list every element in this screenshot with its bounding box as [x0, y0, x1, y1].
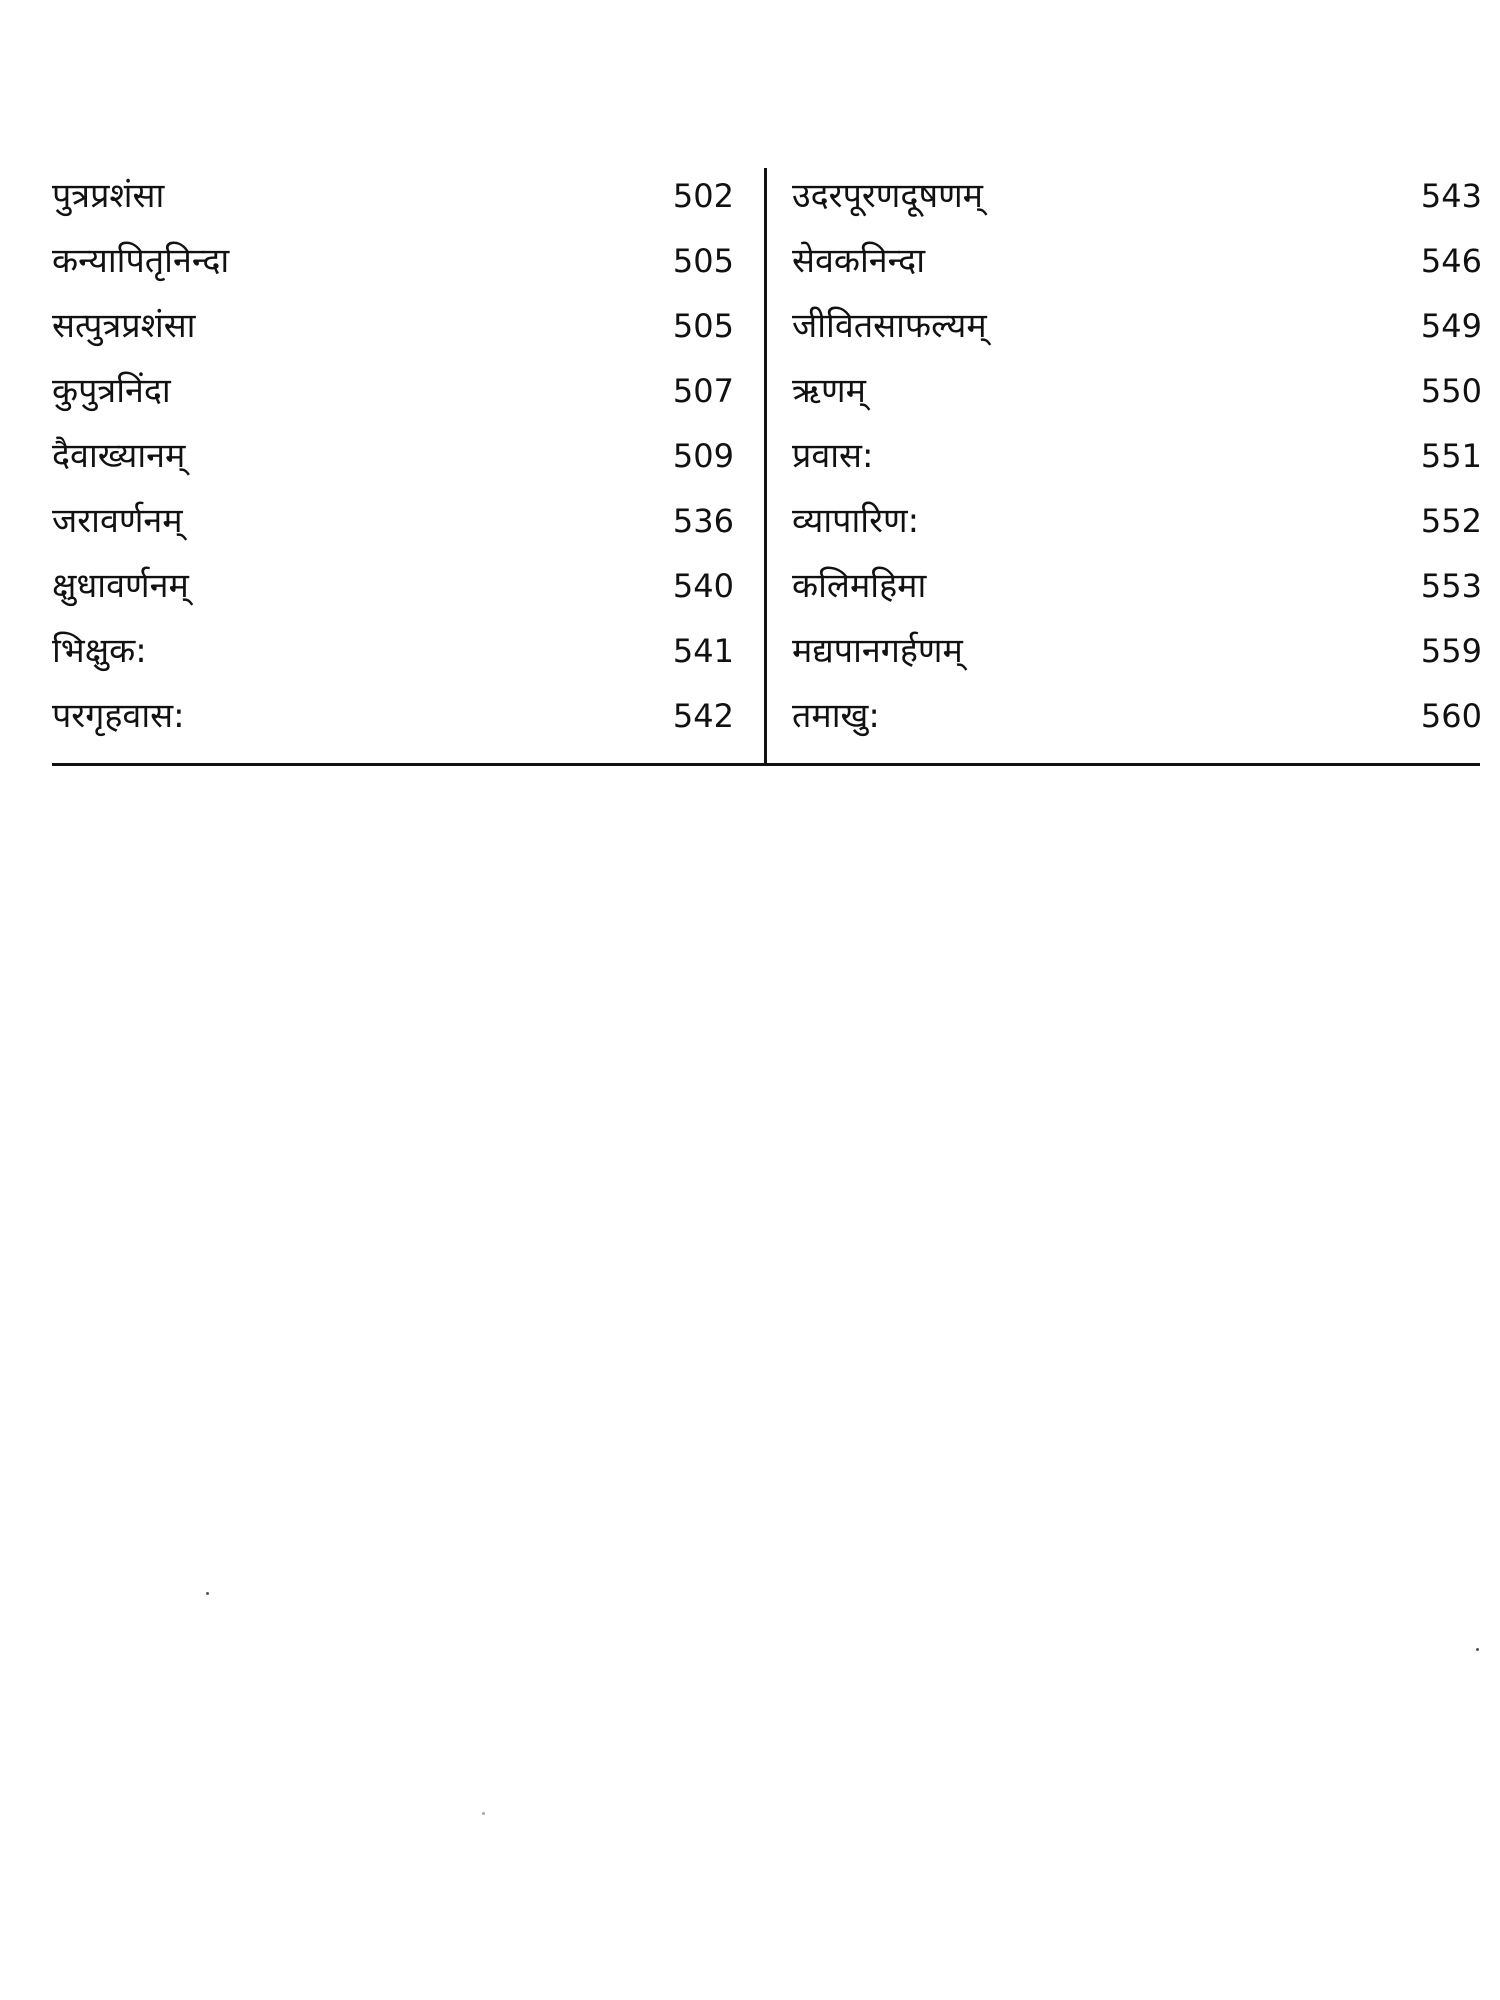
- toc-entry: [52, 688, 734, 753]
- toc-entry: [792, 623, 1482, 688]
- toc-entry-title: ऋणम्: [792, 371, 866, 411]
- toc-entry-page: 559: [1420, 632, 1482, 670]
- toc-entry-title: प्रवास:: [792, 436, 874, 476]
- toc-entry-title: सत्पुत्रप्रशंसा: [52, 306, 196, 346]
- toc-entry-page: 541: [672, 632, 734, 670]
- column-divider: [764, 168, 767, 766]
- toc-entry-title: सेवकनिन्दा: [792, 241, 926, 281]
- toc-entry-title: क्षुधावर्णनम्: [52, 566, 189, 606]
- toc-entry-title: कलिमहिमा: [792, 566, 927, 606]
- toc-entry-page: 552: [1420, 502, 1482, 540]
- toc-entry-title: परगृहवास:: [52, 696, 185, 736]
- toc-entry-page: 505: [672, 307, 734, 345]
- scan-speck: [482, 1812, 485, 1815]
- toc-entry-page: 550: [1420, 372, 1482, 410]
- toc-entry: [52, 493, 734, 558]
- toc-entry-page: 549: [1420, 307, 1482, 345]
- toc-entry: [792, 298, 1482, 363]
- scan-speck: [206, 1592, 209, 1595]
- toc-entry: [52, 558, 734, 623]
- toc-entry: [52, 363, 734, 428]
- toc-entry-title: भिक्षुक:: [52, 631, 147, 671]
- scan-speck: [1476, 1648, 1479, 1651]
- toc-entry: [792, 168, 1482, 233]
- toc-entry-title: कन्यापितृनिन्दा: [52, 241, 230, 281]
- bottom-rule: [52, 763, 1480, 766]
- toc-entry-title: व्यापारिण:: [792, 501, 920, 541]
- toc-entry-page: 560: [1420, 697, 1482, 735]
- toc-entry: [792, 233, 1482, 298]
- toc-right-column: [792, 168, 1482, 753]
- toc-entry-title: जीवितसाफल्यम्: [792, 306, 987, 346]
- toc-entry-page: 542: [672, 697, 734, 735]
- table-of-contents: [52, 168, 1482, 766]
- toc-entry: [792, 493, 1482, 558]
- toc-entry: [52, 168, 734, 233]
- toc-entry-page: 505: [672, 242, 734, 280]
- toc-entry-page: 551: [1420, 437, 1482, 475]
- toc-entry-title: मद्यपानगर्हणम्: [792, 631, 963, 671]
- toc-entry-title: उदरपूरणदूषणम्: [792, 176, 984, 216]
- toc-entry: [52, 298, 734, 363]
- toc-entry-page: 553: [1420, 567, 1482, 605]
- toc-entry-page: 546: [1420, 242, 1482, 280]
- toc-entry: [792, 428, 1482, 493]
- toc-entry-title: जरावर्णनम्: [52, 501, 183, 541]
- toc-entry-page: 509: [672, 437, 734, 475]
- toc-entry-title: पुत्रप्रशंसा: [52, 176, 165, 216]
- toc-entry: [792, 688, 1482, 753]
- toc-entry-page: 540: [672, 567, 734, 605]
- toc-entry: [52, 233, 734, 298]
- toc-entry: [52, 623, 734, 688]
- toc-entry-page: 536: [672, 502, 734, 540]
- toc-entry-page: 543: [1420, 177, 1482, 215]
- toc-entry-title: तमाखु:: [792, 696, 880, 736]
- toc-entry-page: 502: [672, 177, 734, 215]
- toc-entry-title: कुपुत्रनिंदा: [52, 371, 171, 411]
- toc-left-column: [52, 168, 734, 753]
- toc-entry: [792, 363, 1482, 428]
- toc-entry-title: दैवाख्यानम्: [52, 436, 186, 476]
- toc-entry-page: 507: [672, 372, 734, 410]
- toc-entry: [792, 558, 1482, 623]
- toc-entry: [52, 428, 734, 493]
